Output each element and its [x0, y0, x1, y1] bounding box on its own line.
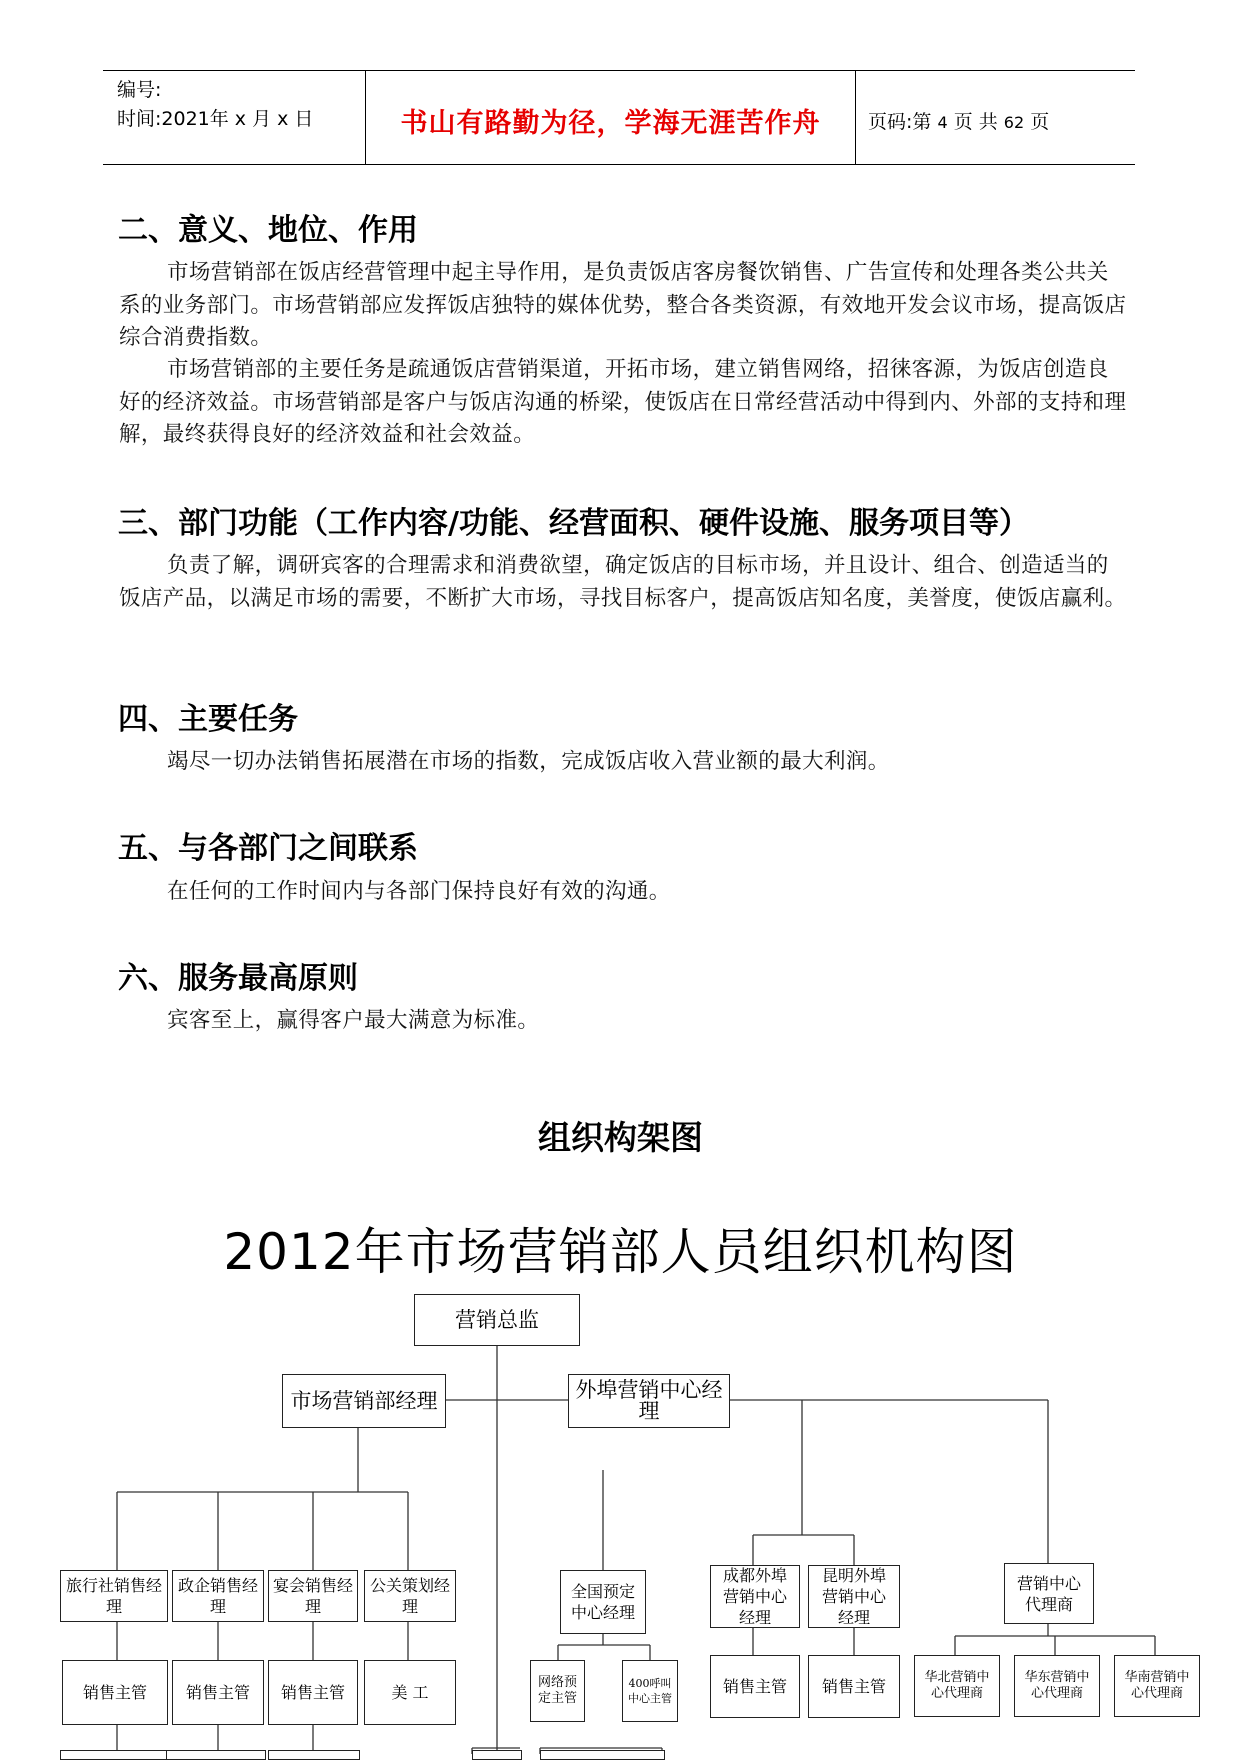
- section-paragraph: 负责了解，调研宾客的合理需求和消费欲望，确定饭店的目标市场，并且设计、组合、创造适当的饭店产品，以满足市场的需要，不断扩大市场，寻找目标客户，提高饭店知名度，美誉度，使饭店赢利。: [119, 553, 1127, 611]
- org-node-external-manager: 外埠营销中心经理: [568, 1374, 730, 1428]
- document-date: 时间:2021年 x 月 x 日: [117, 108, 314, 130]
- org-node-sales-supervisor: 销售主管: [268, 1660, 358, 1725]
- org-node-call-center-supervisor: 400呼叫中心主管: [622, 1660, 678, 1722]
- org-node-cutoff: [166, 1750, 266, 1760]
- org-node-director: 营销总监: [414, 1294, 580, 1346]
- org-node-agent: 营销中心代理商: [1004, 1563, 1094, 1624]
- section-paragraph: 市场营销部在饭店经营管理中起主导作用，是负责饭店客房餐饮销售、广告宣传和处理各类公共关系的业务部门。市场营销部应发挥饭店独特的媒体优势，整合各类资源，有效地开发会议市场，提高饭店综合消费指数。: [119, 260, 1127, 350]
- org-node-east-agent: 华东营销中心代理商: [1014, 1655, 1100, 1717]
- page-number: 页码:第 4 页 共 62 页: [868, 111, 1050, 133]
- org-node-cutoff: [60, 1750, 168, 1760]
- org-node-kunming-manager: 昆明外埠营销中心经理: [808, 1565, 900, 1628]
- section-paragraph: 宾客至上，赢得客户最大满意为标准。: [167, 1008, 540, 1033]
- org-node-cutoff: [472, 1750, 522, 1760]
- org-node-banquet-sales-manager: 宴会销售经理: [268, 1570, 358, 1622]
- org-node-pr-manager: 公关策划经理: [364, 1570, 456, 1622]
- org-node-south-agent: 华南营销中心代理商: [1114, 1655, 1200, 1717]
- org-node-north-agent: 华北营销中心代理商: [914, 1655, 1000, 1717]
- org-node-sales-supervisor: 销售主管: [808, 1655, 900, 1718]
- org-chart-title: 2012年市场营销部人员组织机构图: [223, 1223, 1018, 1281]
- section-paragraph: 在任何的工作时间内与各部门保持良好有效的沟通。: [167, 879, 671, 904]
- org-node-travel-sales-manager: 旅行社销售经理: [60, 1570, 168, 1622]
- org-node-chengdu-manager: 成都外埠营销中心经理: [710, 1565, 800, 1628]
- org-node-sales-supervisor: 销售主管: [172, 1660, 264, 1725]
- org-node-market-manager: 市场营销部经理: [282, 1374, 446, 1428]
- org-node-sales-supervisor: 销售主管: [710, 1655, 800, 1718]
- header-motto: 书山有路勤为径，学海无涯苦作舟: [400, 108, 821, 139]
- org-section-title: 组织构架图: [538, 1118, 703, 1157]
- org-node-cutoff: [540, 1750, 665, 1760]
- section-heading-functions: 三、部门功能（工作内容/功能、经营面积、硬件设施、服务项目等）: [118, 506, 1029, 541]
- section-paragraph: 市场营销部的主要任务是疏通饭店营销渠道，开拓市场，建立销售网络，招徕客源，为饭店创造良好的经济效益。市场营销部是客户与饭店沟通的桥梁，使饭店在日常经营活动中得到内、外部的支持和理解，最终获得良好的经济效益和社会效益。: [119, 357, 1127, 447]
- org-node-online-booking-supervisor: 网络预定主管: [530, 1660, 585, 1722]
- document-number-label: 编号:: [117, 79, 162, 101]
- org-node-gov-sales-manager: 政企销售经理: [172, 1570, 264, 1622]
- org-node-art-designer: 美 工: [364, 1660, 456, 1725]
- org-node-sales-supervisor: 销售主管: [62, 1660, 168, 1725]
- section-heading-main-tasks: 四、主要任务: [118, 702, 298, 737]
- section-heading-principle: 六、服务最高原则: [118, 961, 358, 996]
- org-node-cutoff: [268, 1750, 360, 1760]
- org-node-booking-center-manager: 全国预定中心经理: [560, 1570, 646, 1634]
- section-paragraph: 竭尽一切办法销售拓展潜在市场的指数，完成饭店收入营业额的最大利润。: [167, 749, 890, 774]
- section-heading-relations: 五、与各部门之间联系: [118, 831, 418, 866]
- section-heading-significance: 二、意义、地位、作用: [118, 213, 418, 248]
